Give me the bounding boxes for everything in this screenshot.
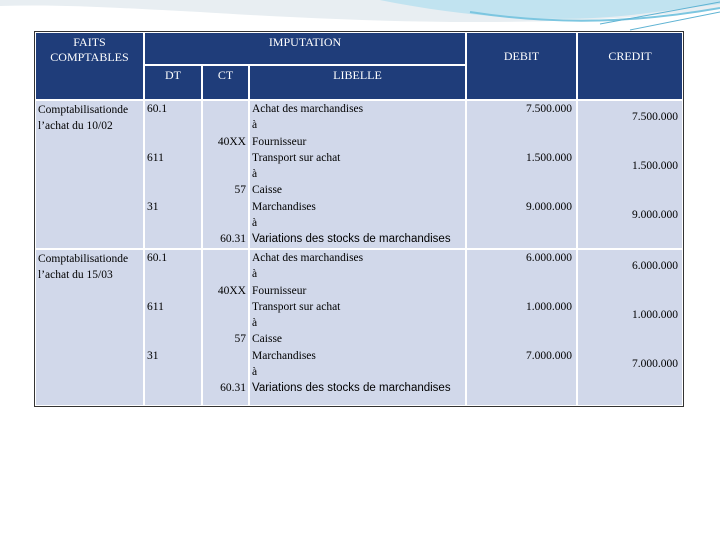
libelle-line: à	[252, 168, 258, 181]
credit-cell	[578, 250, 682, 405]
libelle-line: Variations des stocks de marchandises	[252, 233, 451, 246]
credit-amount: 6.000.000	[632, 260, 678, 272]
credit-amount: 7.000.000	[632, 357, 678, 370]
dt-account: 60.1	[147, 252, 168, 264]
credit-amount: 1.500.000	[632, 159, 678, 172]
libelle-line: Caisse	[252, 184, 283, 197]
libelle-line: à	[252, 366, 258, 379]
header-credit	[578, 33, 682, 99]
header-debit-label: DEBIT	[503, 49, 540, 63]
libelle-line: Transport sur achat	[252, 300, 341, 313]
libelle-line: Variations des stocks de marchandises	[252, 382, 451, 395]
dt-account: 611	[147, 300, 164, 313]
credit-amount: 9.000.000	[632, 208, 678, 221]
header-credit-label: CREDIT	[608, 49, 652, 63]
debit-amount: 7.000.000	[526, 349, 572, 362]
libelle-cell	[250, 101, 465, 248]
libelle-line: Transport sur achat	[252, 151, 341, 164]
ct-account: 40XX	[217, 135, 246, 148]
fait-cell	[36, 250, 143, 405]
header-libelle-label: LIBELLE	[333, 68, 382, 82]
header-ct	[203, 66, 248, 99]
debit-cell	[467, 101, 576, 248]
header-libelle	[250, 66, 465, 99]
dt-account: 31	[147, 200, 159, 213]
ct-account: 40XX	[217, 284, 246, 297]
ct-cell	[203, 250, 248, 405]
libelle-line: Marchandises	[252, 349, 316, 362]
credit-amount: 1.000.000	[632, 308, 678, 321]
libelle-line: Fournisseur	[252, 135, 307, 148]
debit-amount: 6.000.000	[526, 252, 572, 264]
libelle-line: à	[252, 268, 258, 281]
libelle-line: à	[252, 317, 258, 330]
fait-text: Comptabilisationde l’achat du 15/03	[38, 253, 129, 282]
ct-cell	[203, 101, 248, 248]
libelle-line: Fournisseur	[252, 284, 307, 297]
libelle-line: à	[252, 217, 258, 230]
libelle-line: à	[252, 119, 258, 132]
credit-cell	[578, 101, 682, 248]
dt-cell	[145, 101, 201, 248]
header-imputation	[145, 33, 465, 64]
header-faits-comptables	[36, 33, 143, 99]
credit-amount: 7.500.000	[632, 111, 678, 123]
fait-cell	[36, 101, 143, 248]
debit-amount: 9.000.000	[526, 200, 572, 213]
header-faits-label: FAITS COMPTABLES	[50, 35, 129, 64]
fait-text: Comptabilisationde l’achat du 10/02	[38, 104, 129, 133]
dt-account: 31	[147, 349, 159, 362]
header-dt-label: DT	[165, 68, 181, 82]
ct-account: 57	[234, 333, 246, 346]
header-ct-label: CT	[217, 68, 234, 82]
ct-account: 57	[234, 184, 246, 197]
dt-cell	[145, 250, 201, 405]
libelle-line: Caisse	[252, 333, 283, 346]
dt-account: 611	[147, 151, 164, 164]
ct-account: 60.31	[220, 382, 246, 395]
libelle-line: Achat des marchandises	[252, 252, 364, 264]
ct-account: 60.31	[220, 233, 246, 246]
header-debit	[467, 33, 576, 99]
debit-cell	[467, 250, 576, 405]
debit-amount: 7.500.000	[526, 103, 572, 115]
journal-table	[34, 31, 684, 407]
dt-account: 60.1	[147, 103, 168, 115]
debit-amount: 1.000.000	[526, 300, 572, 313]
libelle-cell	[250, 250, 465, 405]
libelle-line: Marchandises	[252, 200, 316, 213]
libelle-line: Achat des marchandises	[252, 103, 364, 115]
debit-amount: 1.500.000	[526, 151, 572, 164]
header-dt	[145, 66, 201, 99]
header-imputation-label: IMPUTATION	[268, 35, 342, 49]
